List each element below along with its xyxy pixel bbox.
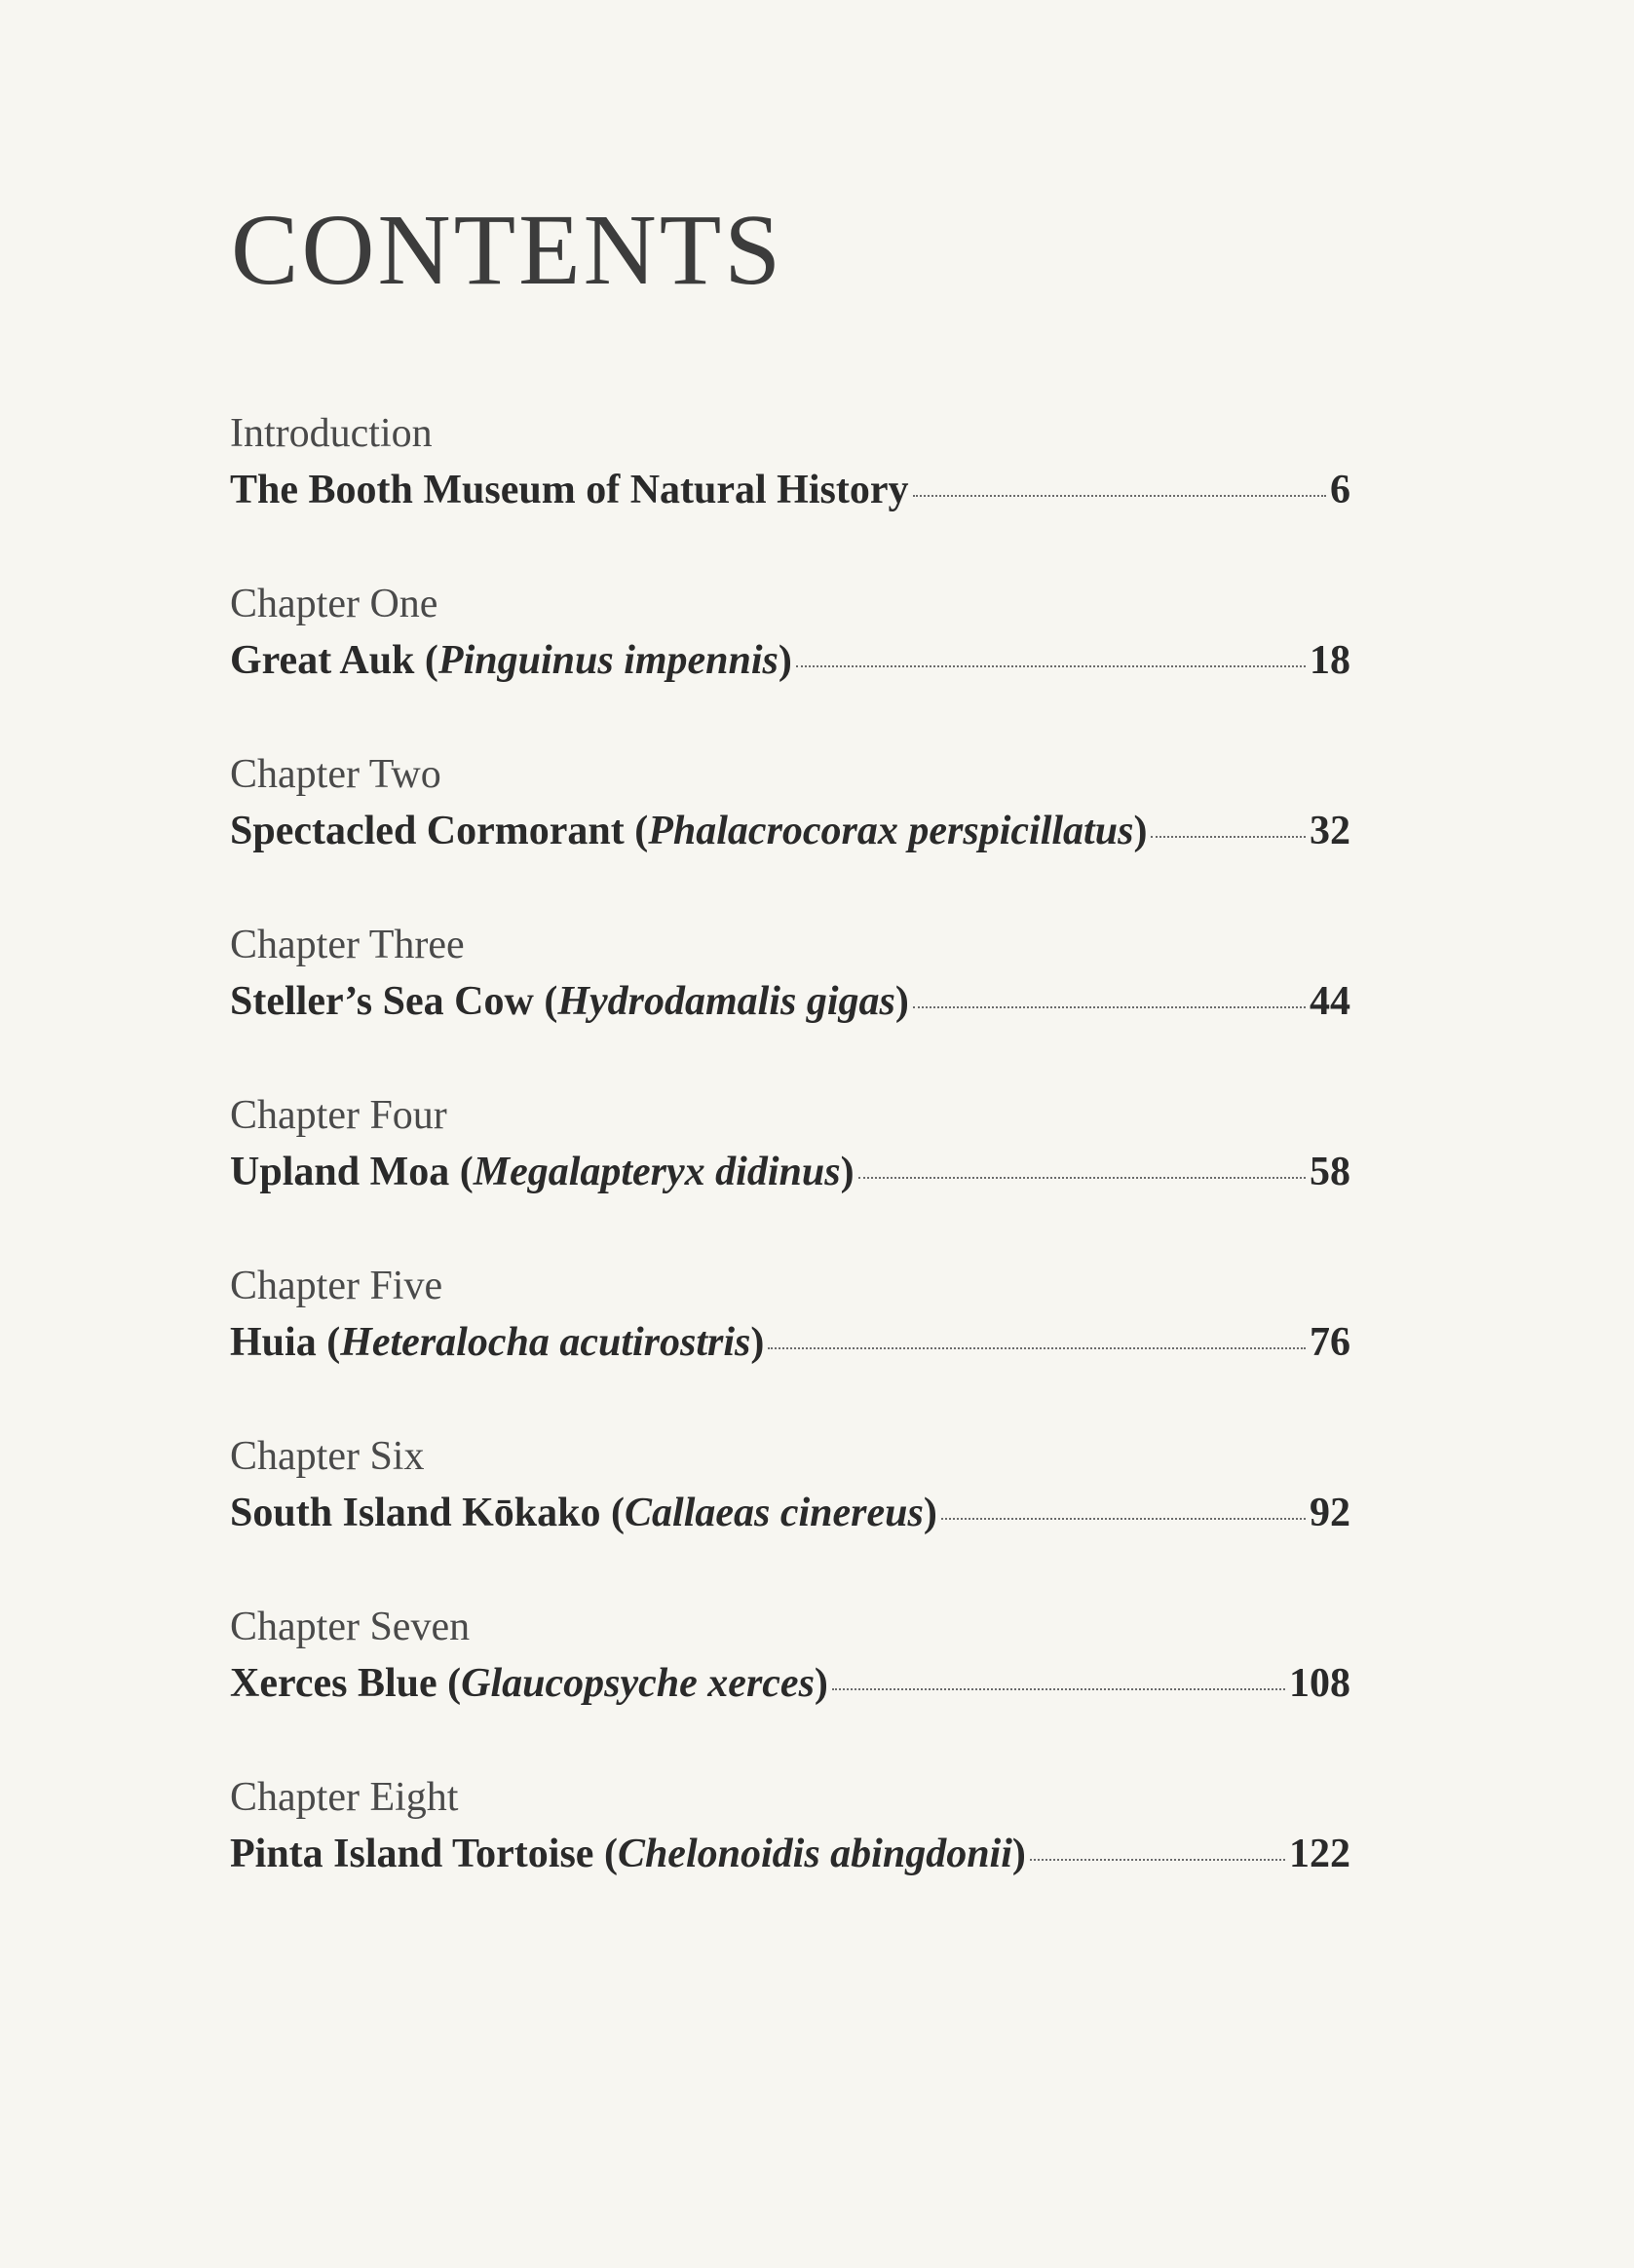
chapter-label: Chapter Five bbox=[230, 1264, 443, 1308]
page-number: 32 bbox=[1310, 809, 1350, 853]
dot-leader bbox=[913, 495, 1327, 497]
page-number: 122 bbox=[1289, 1832, 1350, 1876]
chapter-label: Chapter Three bbox=[230, 923, 465, 967]
toc-entry-chapter-three bbox=[230, 921, 1350, 1038]
entry-latin-name: Megalapteryx didinus bbox=[473, 1150, 841, 1194]
toc-entry-chapter-seven bbox=[230, 1603, 1350, 1720]
page-number: 76 bbox=[1310, 1320, 1350, 1365]
entry-latin-name: Callaeas cinereus bbox=[625, 1491, 924, 1535]
entry-latin-name: Heteralocha acutirostris bbox=[340, 1320, 751, 1365]
entry-line bbox=[230, 1318, 1350, 1367]
page-title: CONTENTS bbox=[231, 194, 784, 306]
chapter-label: Chapter Eight bbox=[230, 1775, 459, 1820]
entry-title: Xerces Blue (Glaucopsyche xerces) bbox=[230, 1661, 828, 1706]
page-number: 44 bbox=[1310, 979, 1350, 1024]
chapter-label: Chapter Two bbox=[230, 752, 441, 797]
dot-leader bbox=[913, 1006, 1306, 1008]
dot-leader bbox=[796, 665, 1306, 667]
toc-entry-chapter-five bbox=[230, 1262, 1350, 1379]
entry-line bbox=[230, 1489, 1350, 1537]
toc-entry-chapter-one bbox=[230, 580, 1350, 697]
toc-entry-chapter-two bbox=[230, 750, 1350, 867]
page-number: 6 bbox=[1330, 468, 1350, 512]
chapter-label: Introduction bbox=[230, 411, 433, 456]
entry-latin-name: Hydrodamalis gigas bbox=[557, 979, 895, 1024]
dot-leader bbox=[768, 1347, 1306, 1349]
chapter-label: Chapter Six bbox=[230, 1434, 425, 1479]
entry-title: Spectacled Cormorant (Phalacrocorax perspicillatus) bbox=[230, 809, 1148, 853]
toc-entry-introduction bbox=[230, 409, 1350, 526]
dot-leader bbox=[832, 1688, 1285, 1690]
toc-entry-chapter-eight bbox=[230, 1773, 1350, 1890]
entry-common-name: Spectacled Cormorant bbox=[230, 809, 625, 853]
entry-line bbox=[230, 636, 1350, 685]
page-number: 92 bbox=[1310, 1491, 1350, 1535]
entry-line bbox=[230, 1659, 1350, 1708]
entry-common-name: Upland Moa bbox=[230, 1150, 450, 1194]
entry-title bbox=[230, 466, 909, 514]
entry-common-name: Xerces Blue bbox=[230, 1661, 437, 1706]
entry-title: Great Auk (Pinguinus impennis) bbox=[230, 638, 792, 683]
dot-leader bbox=[858, 1177, 1306, 1179]
entry-common-name: Huia bbox=[230, 1320, 317, 1365]
entry-line bbox=[230, 1830, 1350, 1878]
entry-title: Pinta Island Tortoise (Chelonoidis abingdonii) bbox=[230, 1832, 1026, 1876]
dot-leader bbox=[1151, 836, 1306, 838]
toc-entry-chapter-four bbox=[230, 1091, 1350, 1208]
entry-common-name: Great Auk bbox=[230, 638, 415, 683]
entry-title: Steller’s Sea Cow (Hydrodamalis gigas) bbox=[230, 979, 909, 1024]
entry-line bbox=[230, 977, 1350, 1026]
entry-common-name: Steller’s Sea Cow bbox=[230, 979, 534, 1024]
chapter-label: Chapter Seven bbox=[230, 1605, 471, 1649]
toc-entry-chapter-six bbox=[230, 1432, 1350, 1549]
entry-common-name: The Booth Museum of Natural History bbox=[230, 468, 909, 512]
entry-title: Upland Moa (Megalapteryx didinus) bbox=[230, 1150, 855, 1194]
dot-leader bbox=[1030, 1859, 1285, 1861]
entry-line bbox=[230, 1148, 1350, 1196]
entry-line bbox=[230, 466, 1350, 514]
entry-line bbox=[230, 807, 1350, 855]
entry-latin-name: Chelonoidis abingdonii bbox=[617, 1832, 1012, 1876]
entry-latin-name: Pinguinus impennis bbox=[437, 638, 779, 683]
entry-latin-name: Phalacrocorax perspicillatus bbox=[648, 809, 1134, 853]
chapter-label: Chapter One bbox=[230, 582, 438, 626]
page-number: 58 bbox=[1310, 1150, 1350, 1194]
page-number: 18 bbox=[1310, 638, 1350, 683]
chapter-label: Chapter Four bbox=[230, 1093, 447, 1138]
entry-latin-name: Glaucopsyche xerces bbox=[461, 1661, 815, 1706]
entry-title: South Island Kōkako (Callaeas cinereus) bbox=[230, 1491, 937, 1535]
entry-title: Huia (Heteralocha acutirostris) bbox=[230, 1320, 765, 1365]
entry-common-name: South Island Kōkako bbox=[230, 1491, 601, 1535]
entry-common-name: Pinta Island Tortoise bbox=[230, 1832, 594, 1876]
page-number: 108 bbox=[1289, 1661, 1350, 1706]
dot-leader bbox=[941, 1518, 1306, 1520]
